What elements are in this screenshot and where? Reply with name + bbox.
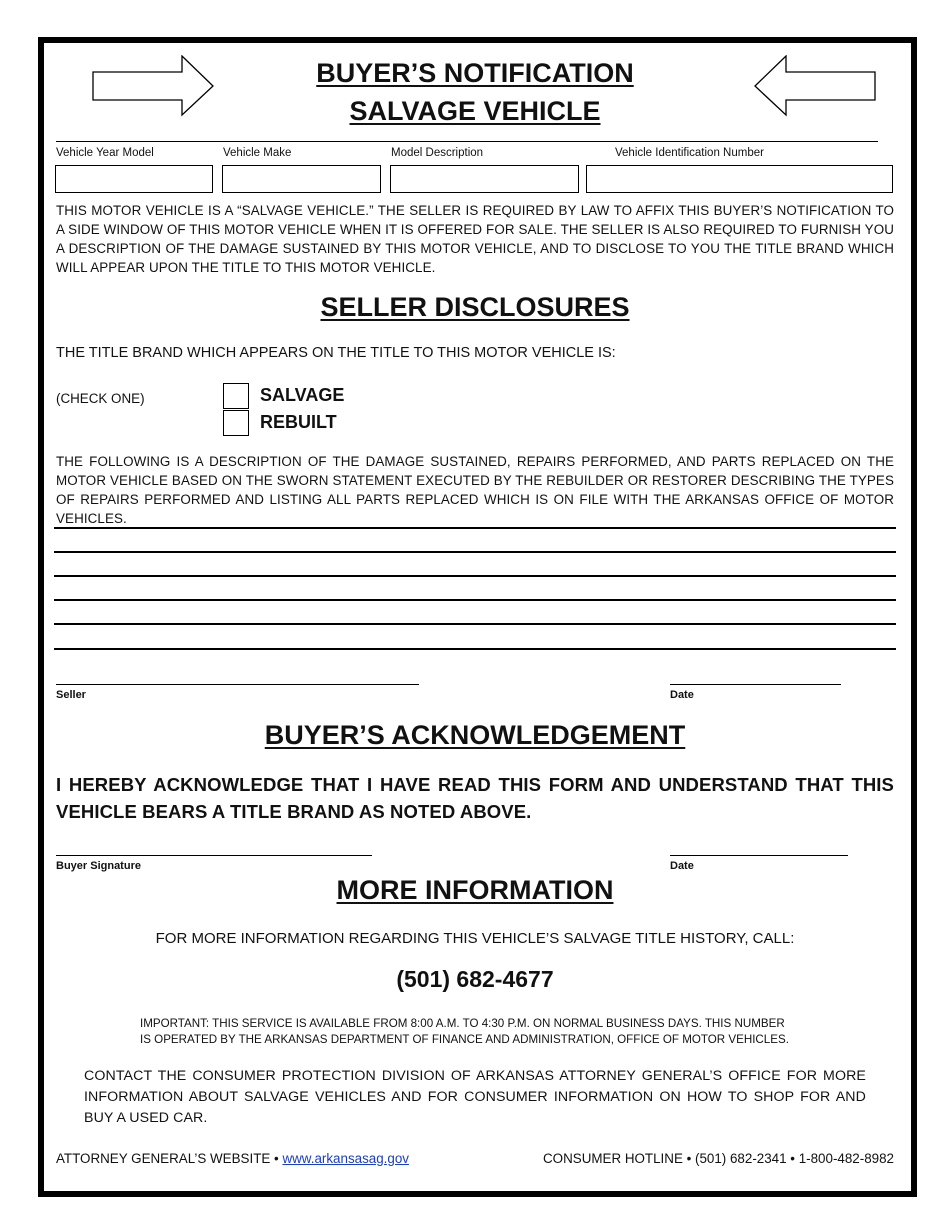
- website-link[interactable]: www.arkansasag.gov: [282, 1151, 409, 1166]
- website-label: ATTORNEY GENERAL’S WEBSITE •: [56, 1151, 279, 1166]
- vin-label: Vehicle Identification Number: [615, 147, 764, 159]
- phone-number: (501) 682-4677: [396, 966, 554, 992]
- important-note-line1: IMPORTANT: THIS SERVICE IS AVAILABLE FROM 8:00 A.M. TO 4:30 P.M. ON NORMAL BUSINESS DAYS. THIS NUMBER: [140, 1017, 785, 1030]
- acknowledgement-text: I HEREBY ACKNOWLEDGE THAT I HAVE READ THIS FORM AND UNDERSTAND THAT THIS VEHICLE BEARS A TITLE BRAND AS NOTED ABOVE.: [56, 774, 894, 822]
- important-note: [140, 1016, 789, 1048]
- buyer-date-label: Date: [670, 860, 694, 872]
- vin-field[interactable]: [586, 165, 893, 193]
- model-description-label: Model Description: [391, 147, 484, 159]
- more-information-heading: MORE INFORMATION: [336, 875, 614, 905]
- description-line[interactable]: [54, 599, 896, 601]
- damage-description-paragraph: THE FOLLOWING IS A DESCRIPTION OF THE DAMAGE SUSTAINED, REPAIRS PERFORMED, AND PARTS REPLACED ON THE MOTOR VEHICLE BASED ON THE SWORN STATEMENT EXECUTED BY THE REBUILDER OR RESTORER DESCRIBING THE TYPES OF REPAIRS PERFORMED AND LISTING ALL PARTS REPLACED WHICH IS ON FILE WITH THE ARKANSAS OFFICE OF MOTOR VEHICLES.: [56, 454, 894, 526]
- seller-disclosures-heading: SELLER DISCLOSURES: [320, 292, 630, 322]
- buyer-acknowledgement-heading: BUYER’S ACKNOWLEDGEMENT: [264, 720, 686, 750]
- rebuilt-checkbox[interactable]: [223, 410, 249, 436]
- description-line[interactable]: [54, 575, 896, 577]
- description-line[interactable]: [54, 551, 896, 553]
- page-title: BUYER’S NOTIFICATION: [316, 58, 634, 88]
- vehicle-year-label: Vehicle Year Model: [56, 147, 154, 159]
- page-subtitle: SALVAGE VEHICLE: [349, 96, 601, 126]
- model-description-field[interactable]: [390, 165, 579, 193]
- important-note-line2: IS OPERATED BY THE ARKANSAS DEPARTMENT OF FINANCE AND ADMINISTRATION, OFFICE OF MOTOR VEHICLES.: [140, 1033, 789, 1046]
- intro-paragraph: THIS MOTOR VEHICLE IS A “SALVAGE VEHICLE.” THE SELLER IS REQUIRED BY LAW TO AFFIX THIS BUYER’S NOTIFICATION TO A SIDE WINDOW OF THIS MOTOR VEHICLE WHEN IT IS OFFERED FOR SALE. THE SELLER IS ALSO REQUIRED TO FURNISH YOU A DESCRIPTION OF THE DAMAGE SUSTAINED BY THIS MOTOR VEHICLE, AND TO DISCLOSE TO YOU THE TITLE BRAND WHICH WILL APPEAR UPON THE TITLE TO THIS MOTOR VEHICLE.: [56, 203, 894, 275]
- contact-paragraph: CONTACT THE CONSUMER PROTECTION DIVISION OF ARKANSAS ATTORNEY GENERAL’S OFFICE FOR MORE INFORMATION ABOUT SALVAGE VEHICLES AND FOR CONSUMER INFORMATION ON HOW TO SHOP FOR AND BUY A USED CAR.: [84, 1068, 866, 1126]
- buyer-signature-line[interactable]: [56, 855, 372, 856]
- vehicle-make-label: Vehicle Make: [223, 147, 292, 159]
- seller-date-label: Date: [670, 689, 694, 701]
- title-brand-text: THE TITLE BRAND WHICH APPEARS ON THE TITLE TO THIS MOTOR VEHICLE IS:: [56, 345, 616, 361]
- check-one-label: (CHECK ONE): [56, 391, 145, 406]
- salvage-checkbox[interactable]: [223, 383, 249, 409]
- description-line[interactable]: [54, 527, 896, 529]
- buyer-signature-label: Buyer Signature: [56, 860, 141, 872]
- description-line[interactable]: [54, 648, 896, 650]
- description-line[interactable]: [54, 623, 896, 625]
- buyer-date-line[interactable]: [670, 855, 848, 856]
- vehicle-year-field[interactable]: [55, 165, 213, 193]
- website-footer: [56, 1151, 409, 1166]
- consumer-hotline: CONSUMER HOTLINE • (501) 682-2341 • 1-800-482-8982: [543, 1151, 894, 1166]
- vehicle-make-field[interactable]: [222, 165, 381, 193]
- seller-label: Seller: [56, 689, 86, 701]
- seller-signature-line[interactable]: [56, 684, 419, 685]
- rebuilt-option-label: REBUILT: [260, 412, 337, 432]
- call-text: FOR MORE INFORMATION REGARDING THIS VEHICLE’S SALVAGE TITLE HISTORY, CALL:: [155, 930, 795, 947]
- seller-date-line[interactable]: [670, 684, 841, 685]
- top-divider: [56, 141, 878, 142]
- salvage-option-label: SALVAGE: [260, 385, 345, 405]
